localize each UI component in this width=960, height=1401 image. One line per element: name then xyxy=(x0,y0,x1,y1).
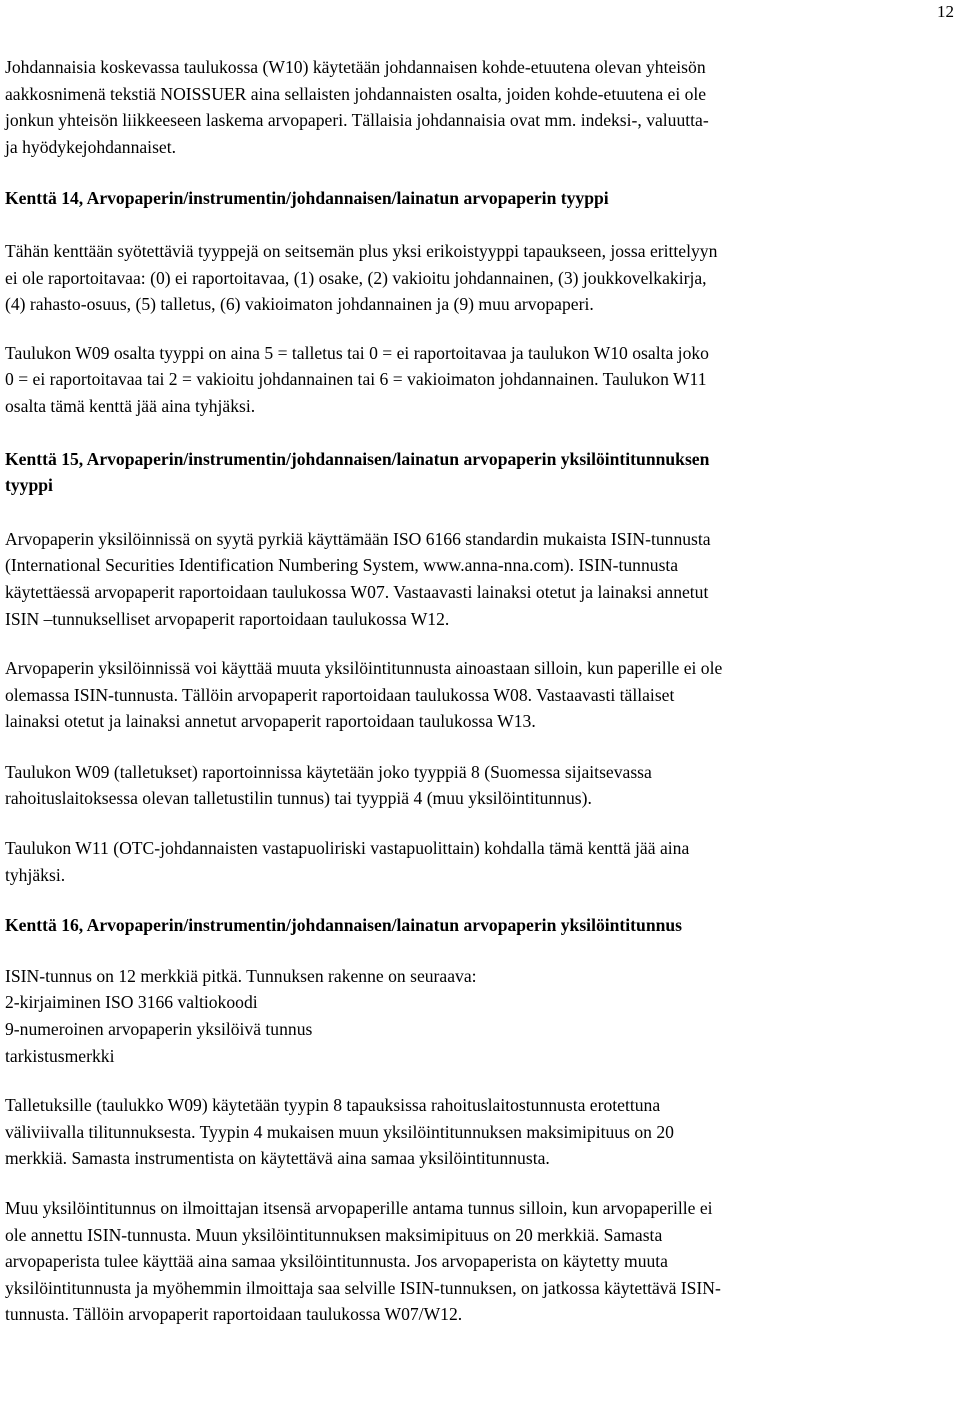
paragraph xyxy=(5,526,940,632)
text-line: ole annettu ISIN-tunnusta. Muun yksilöintitunnuksen maksimipituus on 20 merkkiä. Samasta xyxy=(5,1224,663,1245)
heading-line: Kenttä 14, Arvopaperin/instrumentin/johdannaisen/lainatun arvopaperin tyyppi xyxy=(5,188,609,209)
text-line: Johdannaisia koskevassa taulukossa (W10) käytetään johdannaisen kohde-etuutena olevan yhteisön xyxy=(5,57,706,77)
text-line: Taulukon W11 (OTC-johdannaisten vastapuoliriski vastapuolittain) kohdalla tämä kenttä jää aina xyxy=(5,838,690,859)
text-line: yksilöintitunnusta ja myöhemmin ilmoittaja saa selville ISIN-tunnuksen, on jatkossa käytettävä ISIN- xyxy=(5,1277,721,1298)
paragraph xyxy=(5,238,940,318)
text-line: olemassa ISIN-tunnusta. Tällöin arvopaperit raportoidaan taulukossa W08. Vastaavasti tällaiset xyxy=(5,684,675,705)
text-line: arvopaperista tulee käyttää aina samaa yksilöintitunnusta. Jos arvopaperista on käytetty muuta xyxy=(5,1251,668,1272)
text-line: ei ole raportoitavaa: (0) ei raportoitavaa, (1) osake, (2) vakioitu johdannainen, (3) joukkovelkakirja, xyxy=(5,267,707,288)
text-line: (International Securities Identification Numbering System, www.anna-nna.com). ISIN-tunnusta xyxy=(5,555,679,576)
text-line: Muu yksilöintitunnus on ilmoittajan itsensä arvopaperille antama tunnus silloin, kun arvopaperille ei xyxy=(5,1198,713,1218)
paragraph xyxy=(5,1092,940,1172)
paragraph xyxy=(5,655,940,735)
text-line: osalta tämä kenttä jää aina tyhjäksi. xyxy=(5,395,256,416)
text-line: 0 = ei raportoitavaa tai 2 = vakioitu johdannainen tai 6 = vakioimaton johdannainen. Taulukon W11 xyxy=(5,369,707,390)
text-line: väliviivalla tilitunnuksesta. Tyypin 4 mukaisen muun yksilöintitunnuksen maksimipituus on 20 xyxy=(5,1121,674,1142)
paragraph xyxy=(5,54,940,160)
text-line: lainaksi otetut ja lainaksi annetut arvopaperit raportoidaan taulukossa W13. xyxy=(5,711,536,732)
text-line: tunnusta. Tällöin arvopaperit raportoidaan taulukossa W07/W12. xyxy=(5,1304,463,1325)
page-number: 12 xyxy=(937,2,954,21)
paragraph xyxy=(5,963,940,1069)
text-line: Tähän kenttään syötettäviä tyyppejä on seitsemän plus yksi erikoistyyppi tapaukseen, jossa erittelyyn xyxy=(5,240,718,261)
heading-line: tyyppi xyxy=(5,475,53,496)
section-heading xyxy=(5,912,940,939)
heading-line: Kenttä 15, Arvopaperin/instrumentin/johdannaisen/lainatun arvopaperin yksilöintitunnuksen xyxy=(5,448,710,469)
text-line: ISIN –tunnukselliset arvopaperit raportoidaan taulukossa W12. xyxy=(5,608,450,629)
document-body xyxy=(5,54,940,1328)
text-line: 9-numeroinen arvopaperin yksilöivä tunnus xyxy=(5,1019,313,1040)
text-line: Arvopaperin yksilöinnissä voi käyttää muuta yksilöintitunnusta ainoastaan silloin, kun paperille ei ole xyxy=(5,658,723,679)
text-line: Talletuksille (taulukko W09) käytetään tyypin 8 tapauksissa rahoituslaitostunnusta erotettuna xyxy=(5,1095,661,1116)
text-line: 2-kirjaiminen ISO 3166 valtiokoodi xyxy=(5,992,258,1013)
paragraph xyxy=(5,1195,940,1328)
section-heading xyxy=(5,446,940,499)
paragraph xyxy=(5,759,940,812)
text-line: ja hyödykejohdannaiset. xyxy=(5,136,177,157)
text-line: ISIN-tunnus on 12 merkkiä pitkä. Tunnuksen rakenne on seuraava: xyxy=(5,965,477,986)
text-line: (4) rahasto-osuus, (5) talletus, (6) vakioimaton johdannainen ja (9) muu arvopaperi. xyxy=(5,294,594,315)
paragraph xyxy=(5,835,940,888)
text-line: Arvopaperin yksilöinnissä on syytä pyrkiä käyttämään ISO 6166 standardin mukaista ISIN-tunnusta xyxy=(5,528,711,549)
text-line: tarkistusmerkki xyxy=(5,1045,115,1066)
heading-line: Kenttä 16, Arvopaperin/instrumentin/johdannaisen/lainatun arvopaperin yksilöintitunnus xyxy=(5,915,683,936)
text-line: käytettäessä arvopaperit raportoidaan taulukossa W07. Vastaavasti lainaksi otetut ja lainaksi annetut xyxy=(5,581,709,602)
text-line: Taulukon W09 (talletukset) raportoinnissa käytetään joko tyyppiä 8 (Suomessa sijaitsevassa xyxy=(5,761,652,782)
text-line: Taulukon W09 osalta tyyppi on aina 5 = talletus tai 0 = ei raportoitavaa ja taulukon W10 osalta joko xyxy=(5,342,709,363)
text-line: tyhjäksi. xyxy=(5,864,66,885)
text-line: rahoituslaitoksessa olevan talletustilin tunnus) tai tyyppiä 4 (muu yksilöintitunnus). xyxy=(5,788,592,809)
text-line: aakkosnimenä tekstiä NOISSUER aina sellaisten johdannaisten osalta, joiden kohde-etuutena ei ole xyxy=(5,83,707,104)
text-line: jonkun yhteisön liikkeeseen laskema arvopaperi. Tällaisia johdannaisia ovat mm. indeksi-, valuutta- xyxy=(5,110,709,131)
paragraph xyxy=(5,340,940,420)
text-line: merkkiä. Samasta instrumentista on käytettävä aina samaa yksilöintitunnusta. xyxy=(5,1148,550,1169)
section-heading xyxy=(5,185,940,212)
